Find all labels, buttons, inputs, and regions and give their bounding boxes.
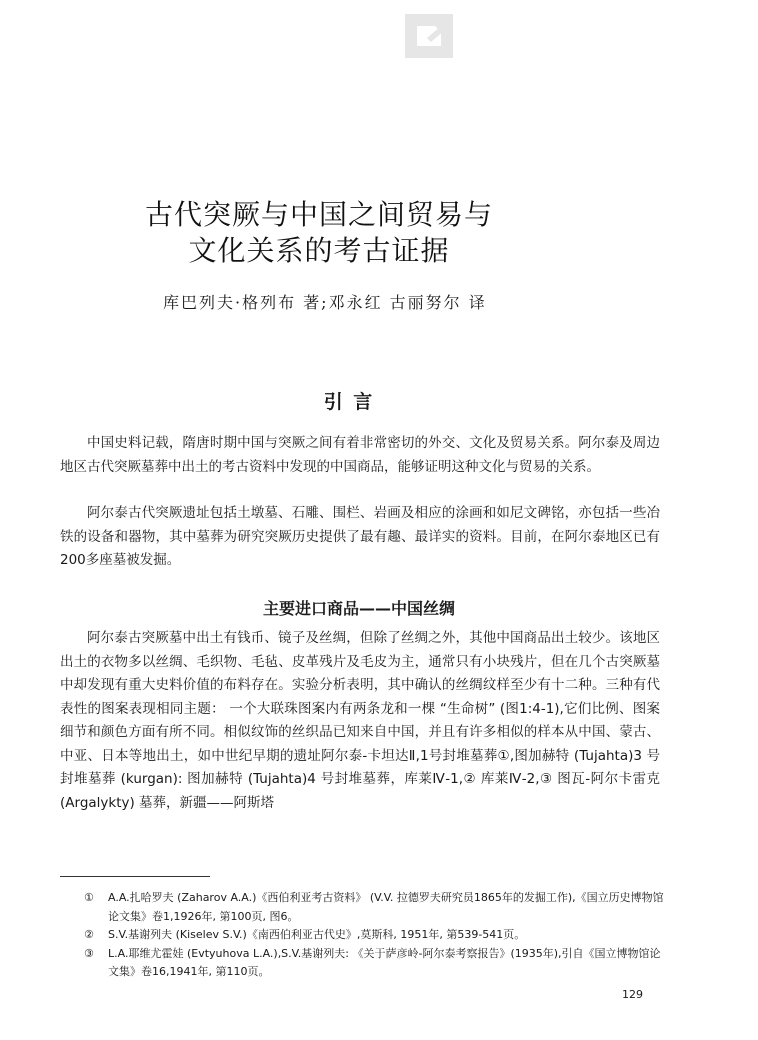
footnote-2 xyxy=(84,926,664,945)
paragraph-3: 阿尔泰古突厥墓中出土有钱币、镜子及丝绸，但除了丝绸之外，其他中国商品出土较少。该地区出土的衣物多以丝绸、毛织物、毛毡、皮革残片及毛皮为主，通常只有小块残片，但在几个古突厥墓中却发现有重大史料价值的布料存在。实验分析表明，其中确认的丝绸纹样至少有十二种。三种有代表性的图案表现相同主题： 一个大联珠图案内有两条龙和一棵 “生命树” (图1:4-1),它们比例、图案细节和颜色方面有所不同。相似纹饰的丝织品已知来自中国，并且有许多相似的样本从中国、蒙古、中亚、日本等地出土，如中世纪早期的遗址阿尔泰-卡坦达Ⅱ,1号封堆墓葬①,图加赫特 (Tujahta)3 号封堆墓葬 (kurgan): 图加赫特 (Tujahta)4 号封堆墓葬，库莱Ⅳ-1,② 库莱Ⅳ-2,③ 图瓦-阿尔卡雷克 (Argalykty) 墓葬，新疆——阿斯塔 xyxy=(60,630,660,811)
footnote-divider xyxy=(60,876,210,877)
footnote-1 xyxy=(84,889,664,926)
section-heading-silk: 主要进口商品——中国丝绸 xyxy=(262,599,455,618)
footnote-marker: ① xyxy=(84,891,94,904)
paragraph-2: 阿尔泰古代突厥遗址包括土墩墓、石雕、围栏、岩画及相应的涂画和如尼文碑铭，亦包括一些冶铁的设备和器物，其中墓葬为研究突厥历史提供了最有趣、最详实的资料。目前，在阿尔泰地区已有200多座墓被发掘。 xyxy=(60,505,660,568)
footnote-text: A.A.扎哈罗夫 (Zaharov A.A.)《西伯利亚考古资料》 (V.V. 拉德罗夫研究员1865年的发掘工作),《国立历史博物馆论文集》卷1,1926年, 第100页, 图6。 xyxy=(108,891,664,923)
page-title-line-2: 文化关系的考古证据 xyxy=(188,234,450,267)
publisher-logo-icon xyxy=(405,14,453,58)
footnote-text: S.V.基谢列夫 (Kiselev S.V.)《南西伯利亚古代史》,莫斯科, 1951年, 第539-541页。 xyxy=(108,928,526,941)
footnote-marker: ② xyxy=(84,928,94,941)
footnote-text: L.A.耶维尤霍娃 (Evtyuhova L.A.),S.V.基谢列夫: 《关于萨彦岭-阿尔泰考察报告》(1935年),引自《国立博物馆论文集》卷16,1941年, 第110页。 xyxy=(108,946,661,978)
paragraph-1: 中国史料记载，隋唐时期中国与突厥之间有着非常密切的外交、文化及贸易关系。阿尔泰及周边地区古代突厥墓葬中出土的考古资料中发现的中国商品，能够证明这种文化与贸易的关系。 xyxy=(60,435,660,475)
footnote-3 xyxy=(84,945,664,982)
page-number: 129 xyxy=(622,988,643,1001)
section-heading-introduction: 引 言 xyxy=(323,391,375,413)
page-title-line-1: 古代突厥与中国之间贸易与 xyxy=(144,198,493,231)
footnote-marker: ③ xyxy=(84,946,94,960)
footnote-list xyxy=(84,889,664,982)
author-line: 库巴列夫·格列布 著;邓永红 古丽努尔 译 xyxy=(163,293,487,312)
